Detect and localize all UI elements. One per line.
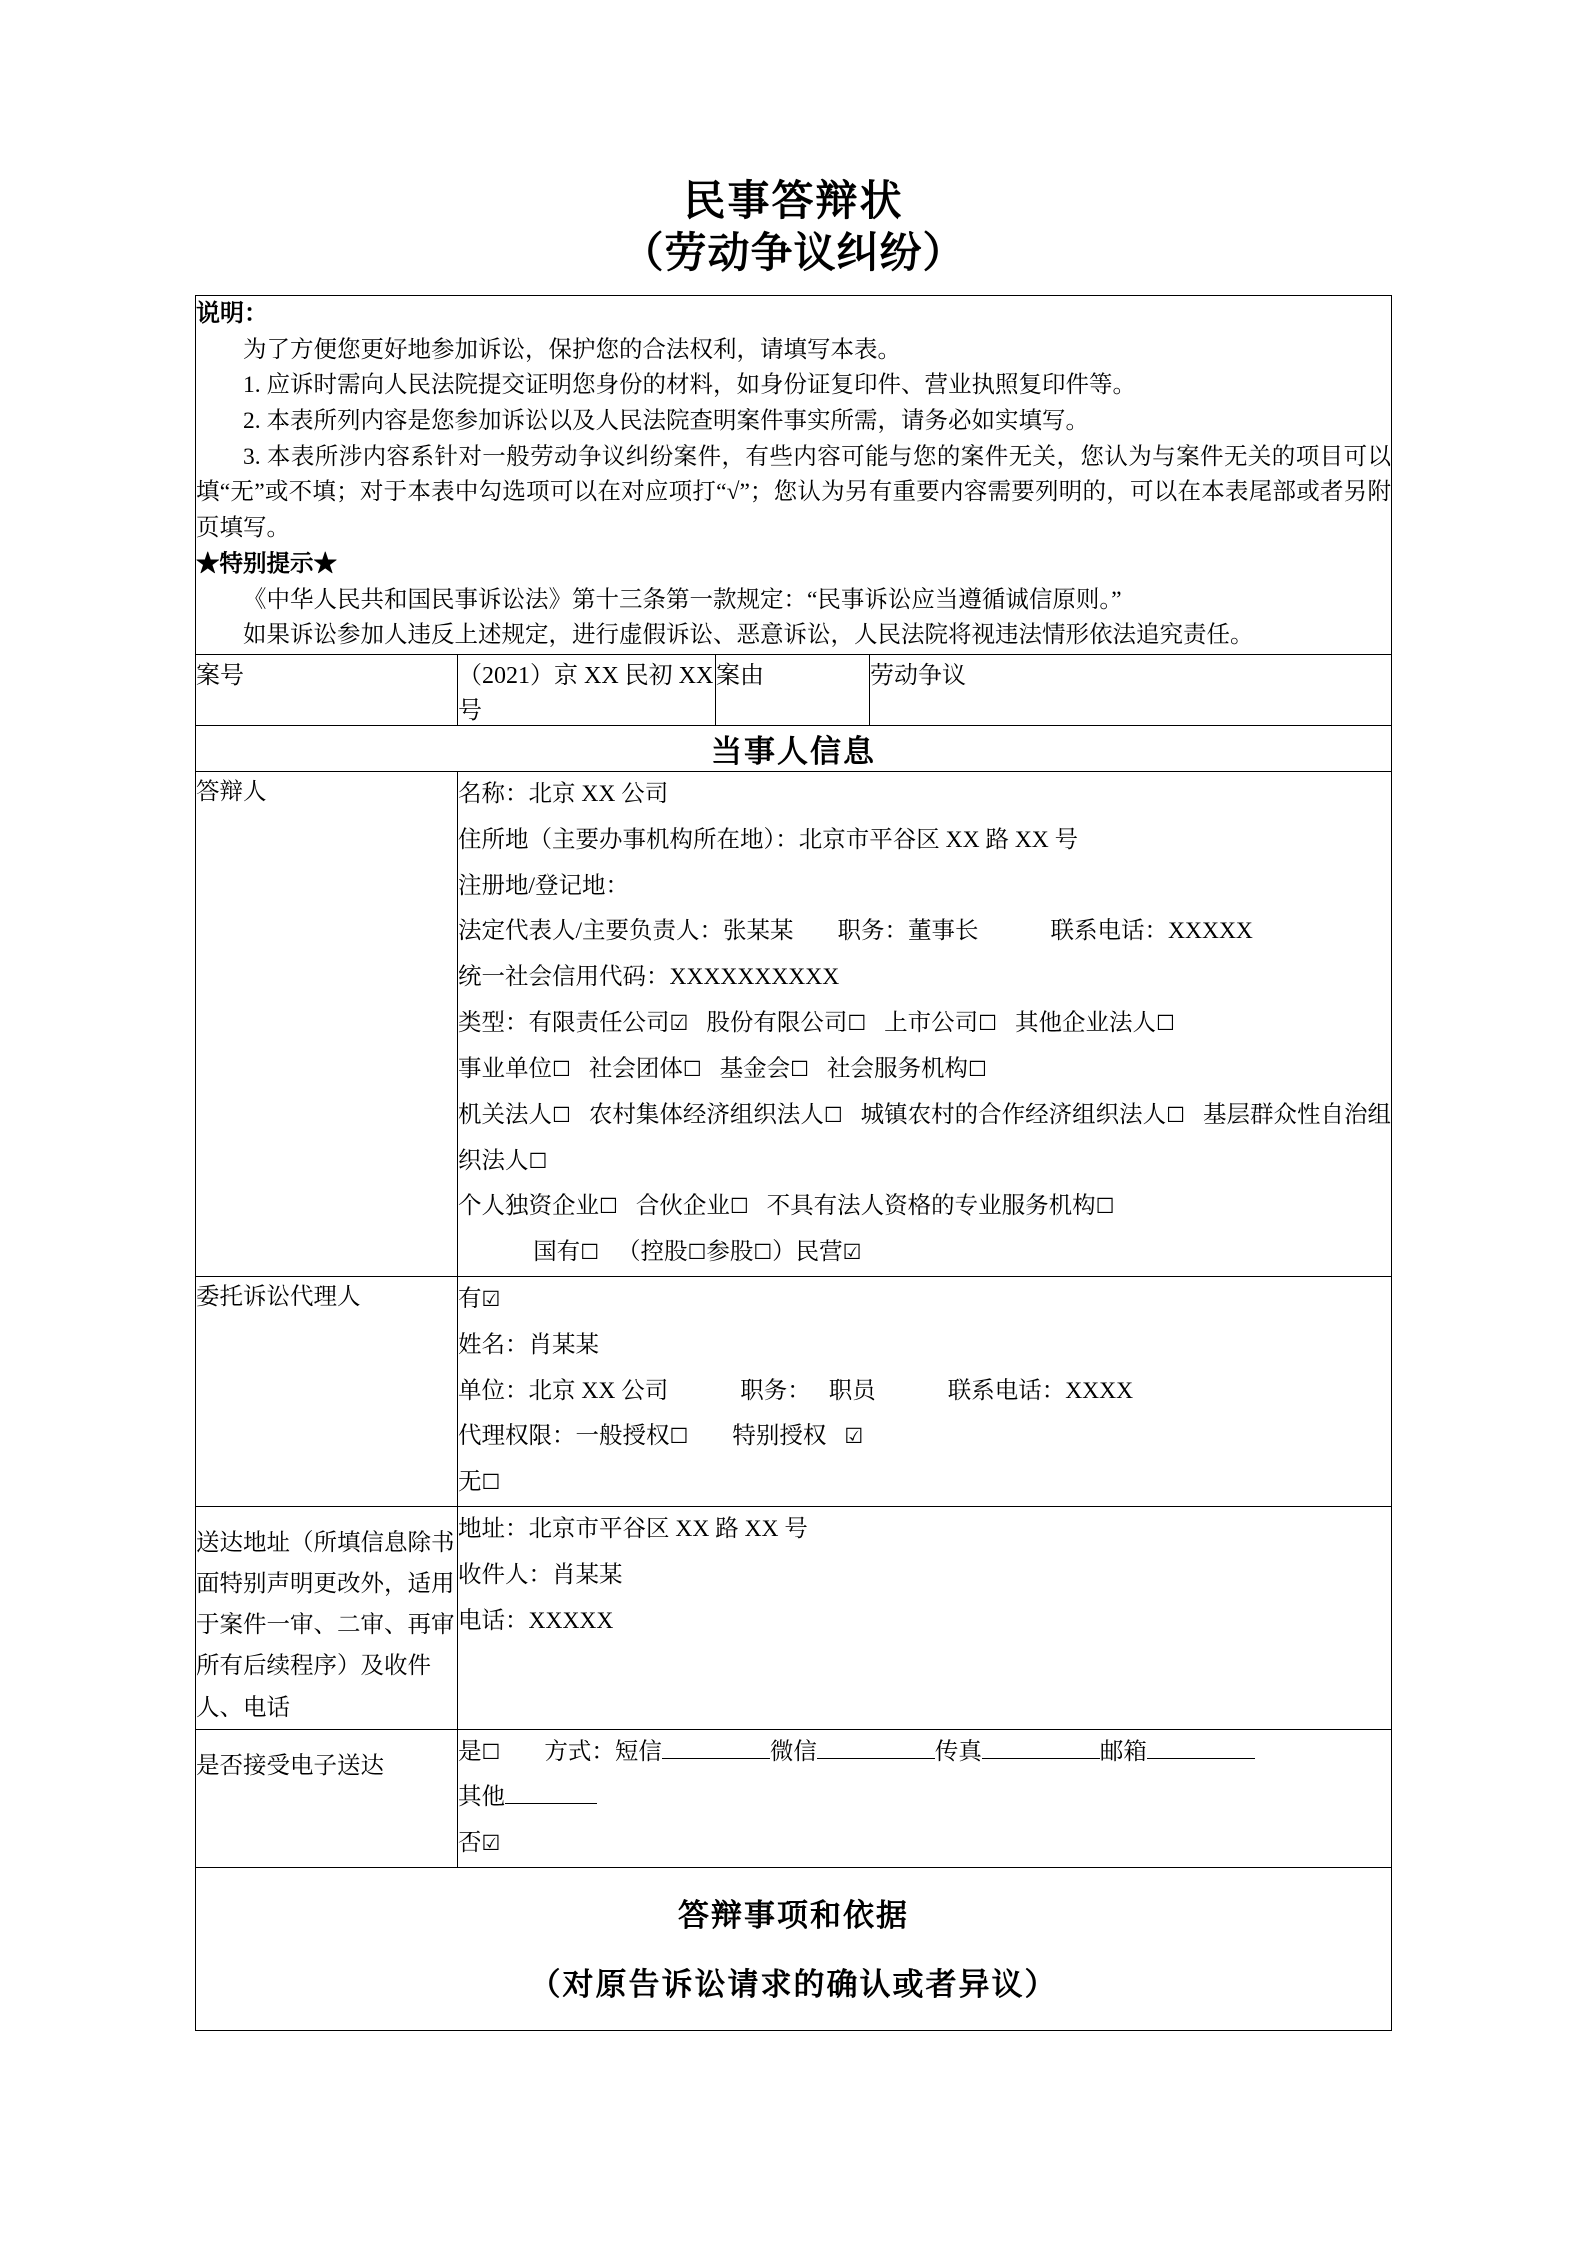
ownership-shareholding-label: 参股 [706, 1239, 754, 1266]
agent-has-line [458, 1277, 1391, 1323]
electronic-service-method-label: 方式： [544, 1738, 615, 1765]
agent-name-value[interactable]: 肖某某 [528, 1331, 599, 1358]
respondent-domicile-label: 住所地（主要办事机构所在地）： [458, 826, 799, 853]
case-number-value[interactable]: （2021）京 XX 民初 XX 号 [458, 655, 716, 726]
agent-unit-label: 单位： [458, 1377, 529, 1404]
respondent-ownership-line [458, 1230, 1391, 1276]
false-litigation-warning: 如果诉讼参加人违反上述规定，进行虚假诉讼、恶意诉讼，人民法院将视违法情形依法追究责任。 [243, 622, 1254, 649]
respondent-type-line-2 [458, 1047, 1391, 1093]
electronic-service-wechat-input[interactable] [817, 1733, 935, 1759]
option-checkbox[interactable]: ☐ [552, 1102, 571, 1127]
ownership-private-label: 民营 [795, 1239, 843, 1266]
respondent-label: 答辩人 [196, 772, 458, 1277]
respondent-credit-code-value[interactable]: XXXXXXXXXX [669, 964, 840, 991]
service-recipient-line [458, 1553, 1391, 1599]
option-checkbox[interactable]: ☑ [669, 1011, 689, 1036]
agent-unit-line [458, 1369, 1391, 1415]
electronic-service-email-input[interactable] [1147, 1733, 1255, 1759]
option-checkbox[interactable]: ☐ [790, 1056, 809, 1081]
type-options-line-2 [458, 1056, 987, 1082]
party-info-section-title: 当事人信息 [196, 726, 1392, 772]
answer-section-cell [196, 1868, 1392, 2031]
service-address-row [196, 1507, 1392, 1730]
respondent-legal-rep-value[interactable]: 张某某 [723, 918, 794, 945]
agent-has-label: 有 [458, 1285, 482, 1312]
cause-of-action-value[interactable]: 劳动争议 [870, 655, 1392, 726]
instructions-row [196, 296, 1392, 655]
electronic-service-other-input[interactable] [505, 1779, 597, 1805]
instructions-cell [196, 296, 1392, 655]
agent-general-authority-label: 一般授权 [575, 1423, 670, 1450]
answer-section-row [196, 1868, 1392, 2031]
respondent-position-label: 职务： [837, 918, 909, 945]
respondent-name-line [458, 772, 1391, 818]
agent-name-line [458, 1323, 1391, 1369]
agent-unit-value[interactable]: 北京 XX 公司 [528, 1377, 669, 1404]
option-checkbox[interactable]: ☐ [729, 1194, 749, 1219]
service-phone-value[interactable]: XXXXX [528, 1607, 614, 1634]
agent-position-label: 职务： [740, 1377, 811, 1404]
respondent-name-value[interactable]: 北京 XX 公司 [528, 781, 669, 808]
service-address-details [458, 1507, 1392, 1730]
respondent-type-line-4 [458, 1184, 1391, 1230]
instructions-item-3: 3. 本表所涉内容系针对一般劳动争议纠纷案件，有些内容可能与您的案件无关，您认为与案件无关的项目可以填“无”或不填；对于本表中勾选项可以在对应项打“√”；您认为另有重要内容需要列明的，可以在本表尾部或者另附页填写。 [196, 443, 1391, 542]
service-address-field-label: 地址： [458, 1516, 529, 1543]
instructions-item-1: 1. 应诉时需向人民法院提交证明您身份的材料，如身份证复印件、营业执照复印件等。 [243, 372, 1136, 399]
service-phone-label: 电话： [458, 1607, 529, 1634]
electronic-service-yes-label: 是 [458, 1738, 482, 1765]
respondent-type-line-3 [458, 1093, 1391, 1185]
option-label: 基层群众性自治组织法人 [458, 1101, 1391, 1174]
option-checkbox[interactable]: ☐ [847, 1011, 867, 1036]
type-options-line-4 [458, 1193, 1114, 1219]
option-checkbox[interactable]: ☐ [599, 1194, 618, 1219]
agent-row [196, 1276, 1392, 1506]
agent-none-label: 无 [458, 1469, 482, 1496]
agent-details [458, 1276, 1392, 1506]
respondent-type-line-1 [458, 1001, 1391, 1047]
service-address-label: 送达地址（所填信息除书面特别声明更改外，适用于案件一审、二审、再审所有后续程序）及收件人、电话 [196, 1507, 458, 1730]
case-number-row [196, 655, 1392, 726]
agent-authority-line [458, 1414, 1391, 1460]
agent-phone-value[interactable]: XXXX [1065, 1377, 1134, 1404]
option-label: 合伙企业 [635, 1193, 730, 1220]
ownership-paren-close: ） [772, 1239, 796, 1266]
option-label: 机关法人 [458, 1101, 552, 1128]
respondent-domicile-line [458, 818, 1391, 864]
agent-has-checkbox[interactable]: ☑ [481, 1286, 501, 1311]
ownership-holding-label: 控股 [640, 1239, 688, 1266]
law-citation: 《中华人民共和国民事诉讼法》第十三条第一款规定：“民事诉讼应当遵循诚信原则。” [243, 586, 1122, 613]
agent-phone-label: 联系电话： [947, 1377, 1066, 1404]
ownership-state-owned-checkbox[interactable]: ☐ [580, 1240, 600, 1265]
document-title-block [0, 0, 1587, 279]
special-tip-heading: ★特别提示★ [196, 550, 337, 577]
respondent-type-label: 类型： [458, 1010, 529, 1037]
type-options-line-1 [529, 1010, 1175, 1036]
respondent-domicile-value[interactable]: 北京市平谷区 XX 路 XX 号 [798, 826, 1079, 853]
option-label: 个人独资企业 [458, 1193, 599, 1220]
agent-general-authority-checkbox[interactable]: ☐ [669, 1424, 689, 1449]
respondent-position-value[interactable]: 董事长 [908, 918, 979, 945]
service-phone-line [458, 1599, 1391, 1645]
main-form-table [195, 295, 1392, 2031]
ownership-private-checkbox[interactable]: ☑ [842, 1240, 862, 1265]
respondent-registration-line [458, 864, 1391, 910]
ownership-paren-open: （ [617, 1239, 641, 1266]
respondent-credit-code-label: 统一社会信用代码： [458, 964, 670, 991]
electronic-service-fax-label: 传真 [934, 1738, 982, 1765]
option-label: 事业单位 [458, 1055, 552, 1082]
electronic-service-details [458, 1729, 1392, 1867]
electronic-service-email-label: 邮箱 [1099, 1738, 1147, 1765]
agent-label: 委托诉讼代理人 [196, 1276, 458, 1506]
instructions-heading: 说明： [196, 301, 268, 328]
respondent-phone-label: 联系电话： [1050, 918, 1169, 945]
page-subtitle: （劳动争议纠纷） [621, 230, 966, 277]
instructions-item-2: 2. 本表所列内容是您参加诉讼以及人民法院查明案件事实所需，请务必如实填写。 [243, 408, 1089, 434]
option-label: 社会团体 [588, 1055, 683, 1082]
ownership-holding-checkbox[interactable]: ☐ [687, 1240, 707, 1265]
option-label: 不具有法人资格的专业服务机构 [766, 1193, 1096, 1220]
option-checkbox[interactable]: ☐ [978, 1011, 997, 1036]
service-recipient-value[interactable]: 肖某某 [552, 1561, 623, 1588]
respondent-legal-rep-line [458, 909, 1391, 955]
ownership-state-owned-label: 国有 [533, 1239, 581, 1266]
service-address-line [458, 1507, 1391, 1553]
respondent-credit-code-line [458, 955, 1391, 1001]
electronic-service-no-label: 否 [458, 1830, 482, 1857]
agent-position-value[interactable]: 职员 [828, 1377, 876, 1404]
electronic-service-label: 是否接受电子送达 [196, 1729, 458, 1867]
electronic-service-no-checkbox[interactable]: ☑ [481, 1831, 501, 1856]
option-checkbox[interactable]: ☐ [552, 1056, 571, 1081]
electronic-service-fax-input[interactable] [982, 1733, 1100, 1759]
type-options-line-3 [458, 1102, 1391, 1174]
respondent-legal-rep-label: 法定代表人/主要负责人： [458, 918, 724, 945]
service-recipient-label: 收件人： [458, 1561, 552, 1588]
page-title: 民事答辩状 [683, 179, 904, 225]
option-checkbox[interactable]: ☐ [1166, 1102, 1185, 1127]
agent-name-label: 姓名： [458, 1331, 529, 1358]
agent-authority-label: 代理权限： [458, 1423, 576, 1450]
respondent-registration-label: 注册地/登记地： [458, 872, 630, 899]
service-address-field-value[interactable]: 北京市平谷区 XX 路 XX 号 [528, 1516, 808, 1543]
case-number-label: 案号 [196, 655, 458, 726]
option-label: 农村集体经济组织法人 [588, 1101, 824, 1128]
electronic-service-yes-checkbox[interactable]: ☐ [481, 1739, 501, 1764]
option-label: 上市公司 [884, 1010, 979, 1037]
option-checkbox[interactable]: ☐ [528, 1148, 548, 1173]
answer-section-subtitle: （对原告诉讼请求的确认或者异议） [529, 1967, 1058, 2003]
option-checkbox[interactable]: ☐ [823, 1102, 843, 1127]
electronic-service-yes-line [458, 1730, 1391, 1776]
option-label: 股份有限公司 [706, 1010, 848, 1037]
agent-special-authority-label: 特别授权 [732, 1423, 827, 1450]
option-checkbox[interactable]: ☐ [1095, 1194, 1115, 1219]
option-checkbox[interactable]: ☐ [682, 1056, 702, 1081]
respondent-details [458, 772, 1392, 1277]
instructions-intro: 为了方便您更好地参加诉讼，保护您的合法权利，请填写本表。 [243, 336, 901, 363]
electronic-service-other-line [458, 1775, 1391, 1821]
electronic-service-row [196, 1729, 1392, 1867]
agent-special-authority-checkbox[interactable]: ☑ [844, 1424, 864, 1449]
respondent-phone-value[interactable]: XXXXX [1168, 918, 1253, 945]
option-label: 有限责任公司 [528, 1010, 670, 1037]
electronic-service-wechat-label: 微信 [769, 1738, 817, 1765]
option-label: 社会服务机构 [826, 1055, 968, 1082]
electronic-service-no-line [458, 1821, 1391, 1867]
party-info-header-row [196, 726, 1392, 772]
option-label: 基金会 [719, 1055, 791, 1082]
agent-none-line [458, 1460, 1391, 1506]
agent-none-checkbox[interactable]: ☐ [481, 1470, 501, 1495]
electronic-service-sms-input[interactable] [662, 1733, 770, 1759]
electronic-service-other-label: 其他 [458, 1784, 505, 1811]
electronic-service-sms-label: 短信 [614, 1738, 662, 1765]
respondent-row [196, 772, 1392, 1277]
respondent-name-label: 名称： [458, 781, 529, 808]
option-label: 其他企业法人 [1014, 1010, 1156, 1037]
option-checkbox[interactable]: ☐ [1155, 1011, 1175, 1036]
option-label: 城镇农村的合作经济组织法人 [860, 1101, 1167, 1128]
option-checkbox[interactable]: ☐ [967, 1056, 987, 1081]
answer-section-title: 答辩事项和依据 [678, 1898, 909, 1934]
ownership-shareholding-checkbox[interactable]: ☐ [753, 1240, 773, 1265]
cause-of-action-label: 案由 [716, 655, 870, 726]
